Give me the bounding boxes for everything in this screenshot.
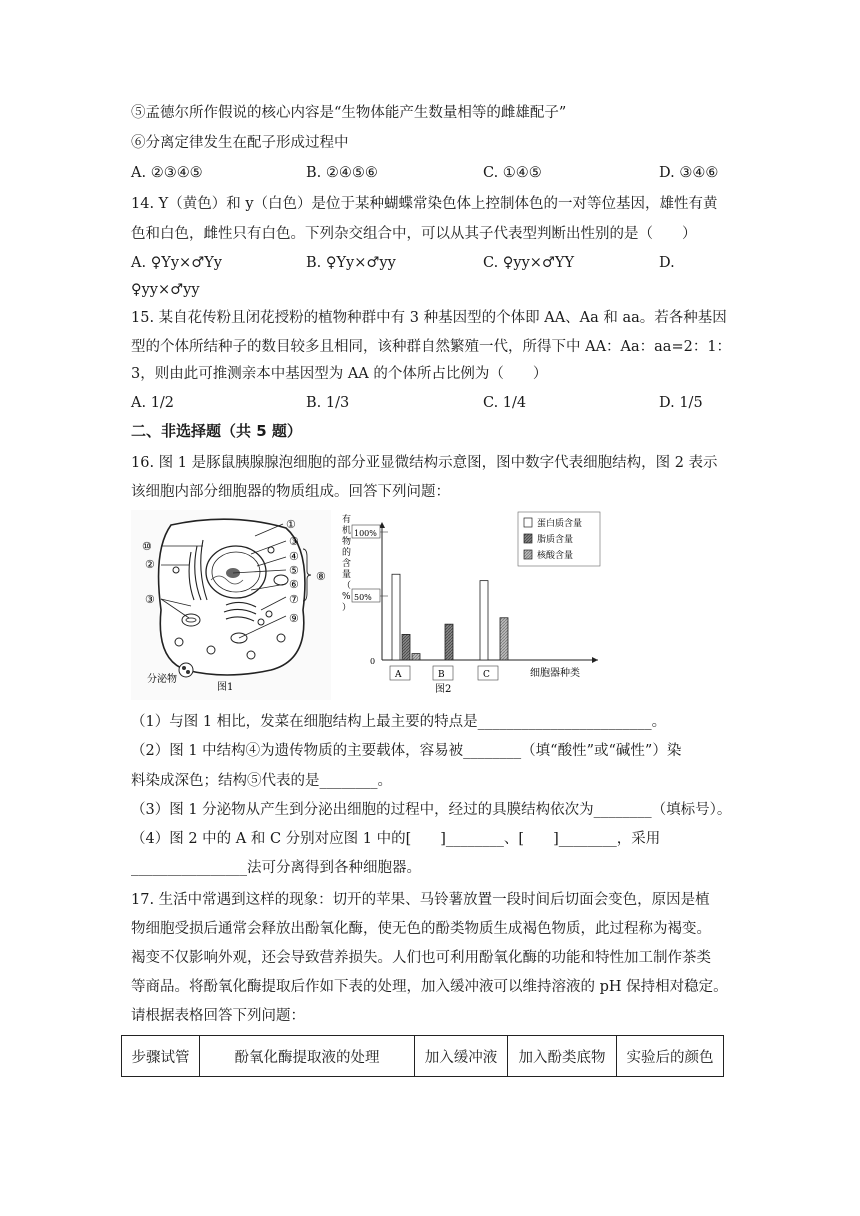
q16-sub-4b: ________________法可分离得到各种细胞器。 [131,860,421,876]
bar-A-0 [392,574,400,660]
bar-A-1 [402,634,410,660]
q14-option-b[interactable]: B. ♀Yy×♂yy [306,255,396,271]
y-axis-label-char: 量 [342,570,352,580]
table-header-cell: 加入缓冲液 [415,1036,508,1077]
q17-stem-2: 物细胞受损后通常会释放出酚氧化酶，使无色的酚类物质生成褐色物质，此过程称为褐变。 [131,921,711,937]
figure-1-cell-diagram [131,510,331,700]
y-axis-label-char: （ [342,581,352,591]
bar-C-2 [500,618,508,660]
y-tick-label: 100% [354,529,377,538]
q14-stem-2: 色和白色，雌性只有白色。下列杂交组合中，可以从其子代表型判断出性别的是（ ） [131,226,697,242]
label-4: ④ [289,550,299,563]
y-axis-label-char: 有 [342,515,352,525]
statement-6: ⑥分离定律发生在配子形成过程中 [131,135,349,151]
q13-option-d[interactable]: D. ③④⑥ [659,165,719,181]
cell-diagram-svg [131,510,331,700]
figure-2-chart [340,510,602,700]
legend-label: 脂质含量 [537,535,574,545]
y-axis-label-char: % [342,592,351,602]
label-7: ⑦ [289,593,299,606]
table-header-row [122,1036,724,1077]
chart-svg [340,510,602,700]
y-tick-label: 0 [370,657,376,666]
category-label: B [438,670,445,680]
table-header-cell: 酚氧化酶提取液的处理 [200,1036,415,1077]
statement-5: ⑤孟德尔所作假说的核心内容是“生物体能产生数量相等的雌雄配子” [131,105,567,121]
q15-option-d[interactable]: D. 1/5 [659,395,703,411]
legend-swatch [524,518,532,527]
label-3-right: ③ [289,535,299,548]
q13-option-c[interactable]: C. ①④⑤ [483,165,542,181]
q15-option-b[interactable]: B. 1/3 [306,395,350,411]
y-axis-label-char: 物 [342,537,352,547]
legend-swatch [524,550,532,559]
label-6: ⑥ [289,578,299,591]
table-header-cell: 加入酚类底物 [508,1036,617,1077]
q15-option-c[interactable]: C. 1/4 [483,395,527,411]
q16-sub-2b: 料染成深色；结构⑤代表的是________。 [131,773,392,789]
category-label: C [483,670,490,680]
label-2: ② [145,558,155,571]
label-8: ⑧ [316,570,326,583]
bar-C-0 [480,581,488,660]
y-axis-label [342,513,351,613]
label-9: ⑨ [289,612,299,625]
q14-option-c[interactable]: C. ♀yy×♂YY [483,255,575,271]
q15-stem-1: 15. 某自花传粉且闭花授粉的植物种群中有 3 种基因型的个体即 AA、Aa 和 aa。若各种基因 [131,310,727,326]
q16-stem-2: 该细胞内部分细胞器的物质组成。回答下列问题： [131,484,450,500]
label-5: ⑤ [289,564,299,577]
q17-stem-5: 请根据表格回答下列问题： [131,1008,305,1024]
bar-B-1 [445,624,453,660]
figure-1-caption: 图1 [217,682,234,693]
section-heading: 二、非选择题（共 5 题） [131,422,302,440]
chart-legend [518,512,600,566]
q15-stem-3: 3，则由此可推测亲本中基因型为 AA 的个体所占比例为（ ） [131,366,548,382]
bar-A-2 [412,654,420,660]
q16-sub-3: （3）图 1 分泌物从产生到分泌出细胞的过程中，经过的具膜结构依次为________（填标号）。 [131,802,732,818]
q13-option-a[interactable]: A. ②③④⑤ [131,165,203,181]
legend-label: 蛋白质含量 [537,519,583,529]
secretion-label: 分泌物 [147,674,177,685]
q17-stem-4: 等商品。将酚氧化酶提取后作如下表的处理，加入缓冲液可以维持溶液的 pH 保持相对稳定。 [131,979,728,995]
table-header-cell: 步骤试管 [122,1036,200,1077]
label-3-left: ③ [145,593,155,606]
table-header-cell: 实验后的颜色 [617,1036,724,1077]
category-label: A [395,670,402,680]
q14-option-a[interactable]: A. ♀Yy×♂Yy [131,255,222,271]
experiment-table [121,1035,724,1077]
y-axis-label-char: ） [342,603,352,613]
q14-option-d[interactable]: D. [659,255,675,271]
legend-swatch [524,534,532,543]
q17-stem-3: 褐变不仅影响外观，还会导致营养损失。人们也可利用酚氧化酶的功能和特性加工制作茶类 [131,950,711,966]
q16-stem-1: 16. 图 1 是豚鼠胰腺腺泡细胞的部分亚显微结构示意图，图中数字代表细胞结构，图 2 表示 [131,455,718,471]
q16-sub-1: （1）与图 1 相比，发菜在细胞结构上最主要的特点是________________________。 [131,714,667,730]
q17-stem-1: 17. 生活中常遇到这样的现象：切开的苹果、马铃薯放置一段时间后切面会变色，原因是植 [131,892,710,908]
label-10: ⑩ [142,540,152,553]
y-axis-label-char: 含 [342,559,352,569]
y-tick-label: 50% [354,593,372,602]
q15-stem-2: 型的个体所结种子的数目较多且相同，该种群自然繁殖一代，所得下中 AA：Aa：aa=2：1： [131,339,732,355]
q14-option-d-content[interactable]: ♀yy×♂yy [131,282,200,298]
q16-sub-4a: （4）图 2 中的 A 和 C 分别对应图 1 中的[ ]________、[ ]________，采用 [131,831,661,847]
figure-2-caption: 图2 [435,684,452,695]
q14-stem-1: 14. Y（黄色）和 y（白色）是位于某种蝴蝶常染色体上控制体色的一对等位基因，雄性有黄 [131,196,718,212]
label-1: ① [286,518,296,531]
legend-label: 核酸含量 [537,551,574,561]
y-axis-label-char: 的 [342,548,352,558]
q16-sub-2a: （2）图 1 中结构④为遗传物质的主要载体，容易被________（填“酸性”或“碱性”）染 [131,743,682,759]
q15-option-a[interactable]: A. 1/2 [131,395,175,411]
x-axis-label: 细胞器种类 [530,668,580,679]
x-axis-arrow [592,657,598,663]
y-axis-label-char: 机 [342,526,352,536]
q13-option-b[interactable]: B. ②④⑤⑥ [306,165,378,181]
